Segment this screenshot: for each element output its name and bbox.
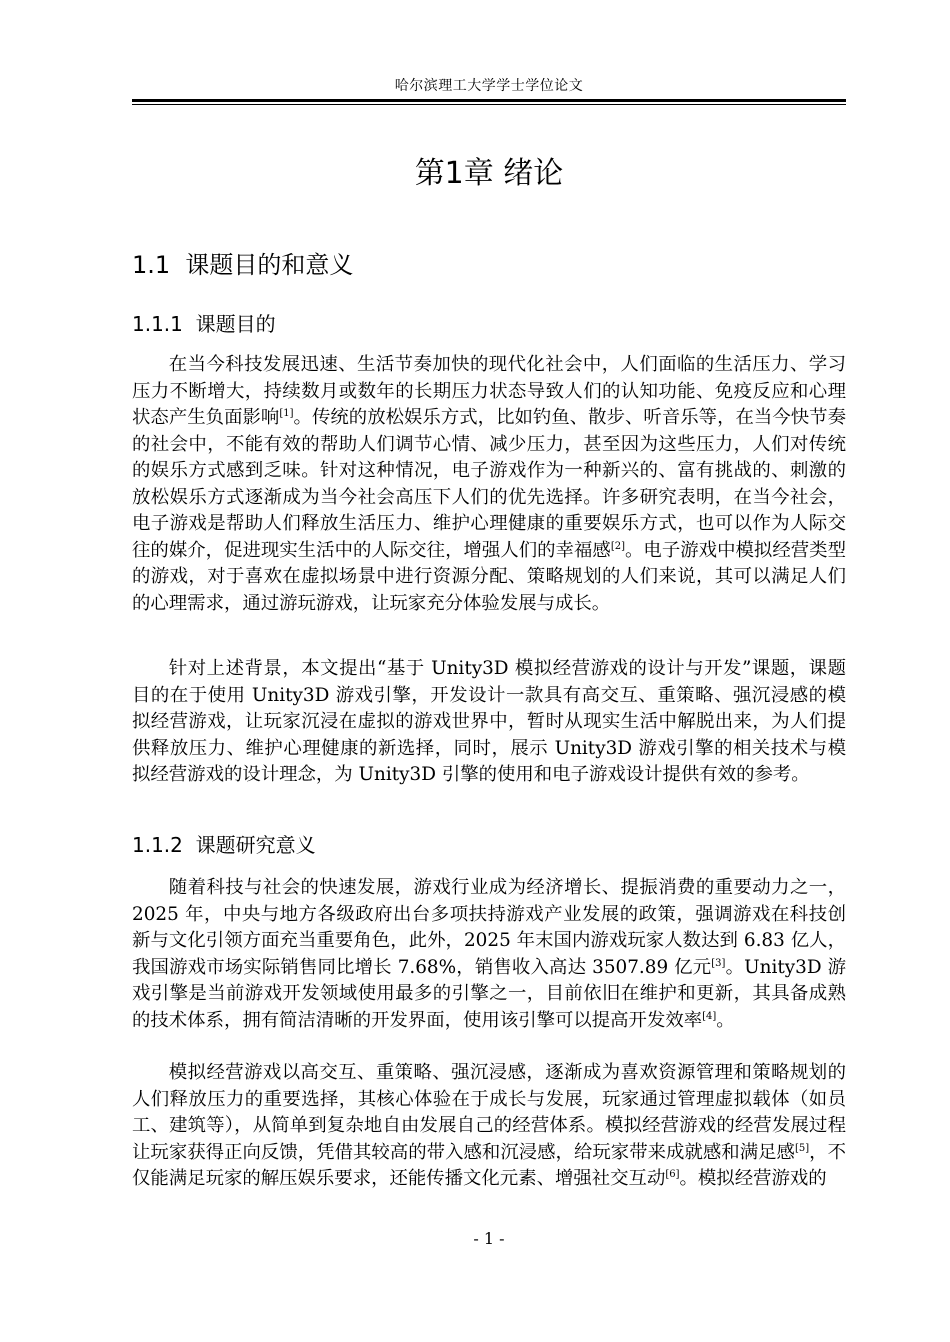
text-run: ，不仅能满足玩家的解压娱乐要求，还能传播文化元素、增强社交互动 bbox=[132, 1141, 846, 1189]
citation-ref: [1] bbox=[279, 408, 294, 419]
section-heading-1-1-2: 1.1.2 课题研究意义 bbox=[132, 833, 316, 857]
header-rule-thick bbox=[132, 99, 846, 102]
text-run: 在当今科技发展迅速、生活节奏加快的现代化社会中，人们面临的生活压力、学习压力不断增大，持续数月或数年的长期压力状态导致人们的认知功能、免疫反应和心理状态产生负面影响 bbox=[132, 354, 846, 428]
text-run: 随着科技与社会的快速发展，游戏行业成为经济增长、提振消费的重要动力之一，2025 年，中央与地方各级政府出台多项扶持游戏产业发展的政策，强调游戏在科技创新与文化引领方面充当重要角色，此外，2025 年末国内游戏玩家人数达到 6.83 亿人，我国游戏市场实际销售同比增长 7.68%，销售收入高达 3507.89 亿元 bbox=[132, 877, 846, 978]
running-header: 哈尔滨理工大学学士学位论文 bbox=[394, 78, 584, 94]
citation-ref: [4] bbox=[702, 1010, 717, 1022]
page-number: - 1 - bbox=[473, 1229, 505, 1248]
chapter-title: 第1章 绪论 bbox=[414, 156, 564, 191]
text-run: 。 bbox=[716, 1009, 735, 1031]
text-run: 。传统的放松娱乐方式，比如钓鱼、散步、听音乐等，在当今快节奏的社会中，不能有效的帮助人们调节心情、减少压力，甚至因为这些压力，人们对传统的娱乐方式感到乏味。针对这种情况，电子游戏作为一种新兴的、富有挑战的、刺激的放松娱乐方式逐渐成为当今社会高压下人们的优先选择。许多研究表明，在当今社会，电子游戏是帮助人们释放生活压力、维护心理健康的重要娱乐方式，也可以作为人际交往的媒介，促进现实生活中的人际交往，增强人们的幸福感 bbox=[132, 407, 846, 561]
section-heading-1-1: 1.1 课题目的和意义 bbox=[132, 251, 354, 279]
text-run: 。电子游戏中模拟经营类型的游戏，对于喜欢在虚拟场景中进行资源分配、策略规划的人们来说，其可以满足人们的心理需求，通过游玩游戏，让玩家充分体验发展与成长。 bbox=[132, 539, 846, 614]
text-run: 。模拟经营游戏的 bbox=[679, 1168, 827, 1189]
paragraph-purpose-1 bbox=[132, 352, 846, 617]
paragraph-significance-2 bbox=[132, 1060, 846, 1193]
citation-ref: [2] bbox=[610, 540, 625, 552]
paragraph-significance-1 bbox=[132, 875, 846, 1034]
paragraph-purpose-2: 针对上述背景，本文提出“基于 Unity3D 模拟经营游戏的设计与开发”课题，课题目的在于使用 Unity3D 游戏引擎，开发设计一款具有高交互、重策略、强沉浸感的模拟经营游戏，让玩家沉浸在虚拟的游戏世界中，暂时从现实生活中解脱出来，为人们提供释放压力、维护心理健康的新选择，同时，展示 Unity3D 游戏引擎的相关技术与模拟经营游戏的设计理念，为 Unity3D 引擎的使用和电子游戏设计提供有效的参考。 bbox=[132, 658, 846, 785]
citation-ref: [3] bbox=[711, 957, 726, 969]
citation-ref: [6] bbox=[665, 1169, 680, 1180]
header-rule-thin bbox=[132, 104, 846, 105]
citation-ref: [5] bbox=[794, 1142, 810, 1154]
text-run: 模拟经营游戏以高交互、重策略、强沉浸感，逐渐成为喜欢资源管理和策略规划的人们释放压力的重要选择，其核心体验在于成长与发展，玩家通过管理虚拟载体（如员工、建筑等），从简单到复杂地自由发展自己的经营体系。模拟经营游戏的经营发展过程让玩家获得正向反馈，凭借其较高的带入感和沉浸感，给玩家带来成就感和满足感 bbox=[132, 1062, 846, 1163]
section-heading-1-1-1: 1.1.1 课题目的 bbox=[132, 312, 276, 336]
text-run: 。Unity3D 游戏引擎是当前游戏开发领域使用最多的引擎之一，目前依旧在维护和更新，其具备成熟的技术体系，拥有简洁清晰的开发界面，使用该引擎可以提高开发效率 bbox=[132, 956, 847, 1031]
